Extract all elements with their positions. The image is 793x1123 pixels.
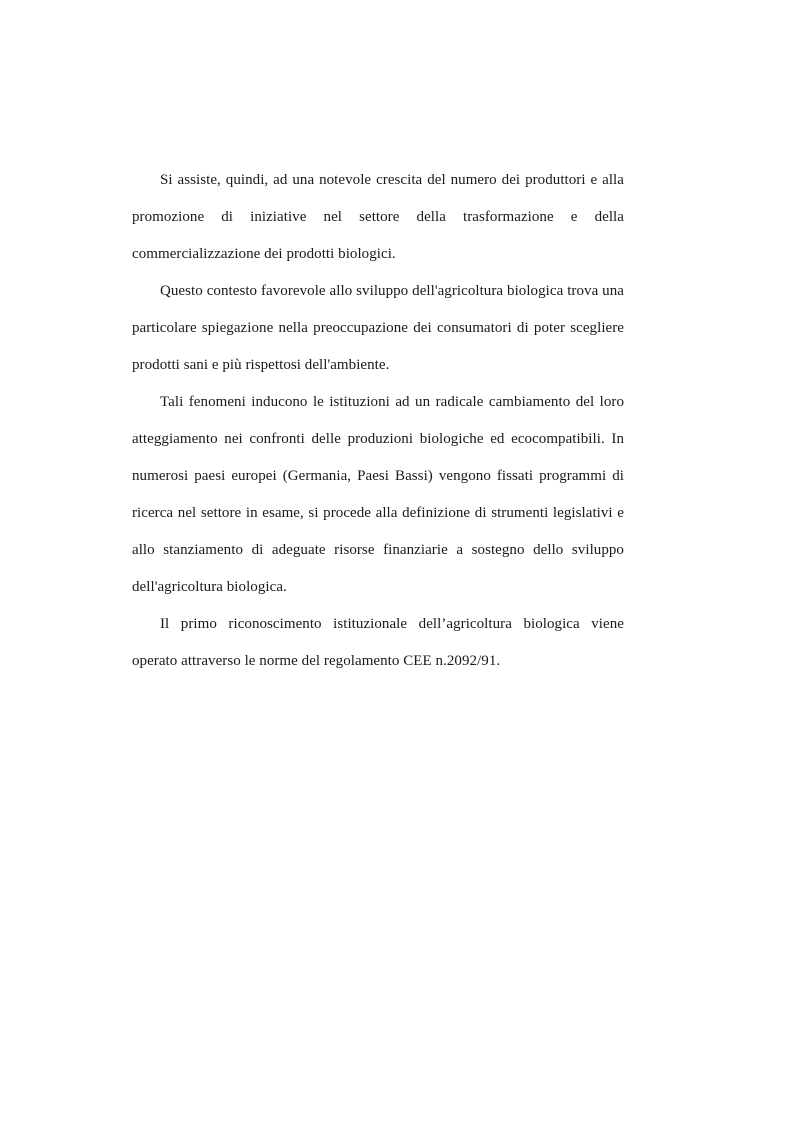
body-text	[132, 162, 624, 680]
paragraph-4: Il primo riconoscimento istituzionale dell’agricoltura biologica viene operato attraverso le norme del regolamento CEE n.2092/91.	[132, 616, 624, 669]
paragraph-3: Tali fenomeni inducono le istituzioni ad un radicale cambiamento del loro atteggiamento nei confronti delle produzioni biologiche ed ecocompatibili. In numerosi paesi europei (Germania, Paesi Bassi) vengono fissati programmi di ricerca nel settore in esame, si procede alla definizione di strumenti legislativi e allo stanziamento di adeguate risorse finanziarie a sostegno dello sviluppo dell'agricoltura biologica.	[132, 394, 624, 595]
paragraph-2: Questo contesto favorevole allo sviluppo dell'agricoltura biologica trova una particolare spiegazione nella preoccupazione dei consumatori di poter scegliere prodotti sani e più rispettosi dell'ambiente.	[132, 283, 624, 373]
paragraph-1: Si assiste, quindi, ad una notevole crescita del numero dei produttori e alla promozione di iniziative nel settore della trasformazione e della commercializzazione dei prodotti biologici.	[132, 172, 624, 262]
